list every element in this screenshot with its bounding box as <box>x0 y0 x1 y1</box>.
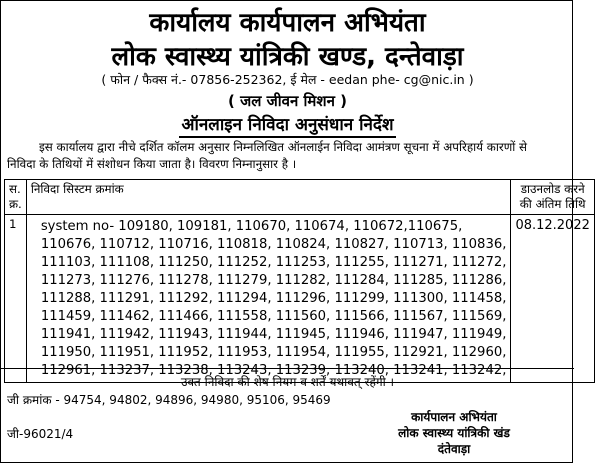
system-line: 112961, 113237, 113238, 113243, 113239, 113240, 113241, 113242, <box>40 363 507 378</box>
system-line: 111459, 111462, 111466, 111558, 111560, 111566, 111567, 111569, <box>40 309 507 324</box>
intro-line-2: निविदा के तिथियों में संशोधन किया जाता है। विवरण निम्नानुसार है । <box>7 157 297 171</box>
table-header-row <box>5 180 595 215</box>
row-sn: 1 <box>5 215 27 383</box>
row-date: 08.12.2022 <box>511 215 594 383</box>
notice-title <box>1 114 574 136</box>
office-title: कार्यालय कार्यपालन अभियंता <box>149 8 426 38</box>
system-line: 111950, 111951, 111952, 111953, 111954, 111955, 112921, 112960, <box>40 345 507 360</box>
footer-section <box>1 368 574 464</box>
system-line: 111288, 111291, 111292, 111294, 111296, 111299, 111300, 111458, <box>40 291 507 306</box>
g-reference: जी-96021/4 <box>7 427 74 441</box>
mission-line: ( जल जीवन मिशन ) <box>228 92 347 110</box>
header-date: डाउनलोड करने की अंतिम तिथि <box>511 180 594 215</box>
header-system: निविदा सिस्टम क्रमांक <box>26 180 511 215</box>
notice-title-text: ऑनलाइन निविदा अनुसंधान निर्देश <box>179 115 395 138</box>
signatory-place: दंतेवाड़ा <box>437 442 471 456</box>
header-sn: स. क्र. <box>5 180 27 215</box>
intro-line-1: इस कार्यालय द्वारा नीचे दर्शित कॉलम अनुसार निम्नलिखित ऑनलाईन निविदा आमंत्रण सूचना में अपरिहार्य कारणों से <box>39 140 528 154</box>
system-line: 110676, 110712, 110716, 110818, 110824, 110827, 110713, 110836, <box>40 237 507 252</box>
signature-block <box>354 409 554 457</box>
division-title: लोक स्वास्थ्य यांत्रिकी खण्ड, दन्तेवाड़ा <box>111 42 464 72</box>
signatory-title: कार्यपालन अभियंता <box>411 410 497 424</box>
system-line: system no- 109180, 109181, 110670, 110674, 110672,110675, <box>40 219 463 234</box>
row-system-numbers <box>26 215 511 383</box>
system-line: 111103, 111108, 111250, 111252, 111253, 111255, 111271, 111272, <box>40 255 507 270</box>
terms-note: उक्त निविदा की शेष नियम व शर्तें यथावत् रहेंगी । <box>180 375 395 389</box>
contact-line: ( फोन / फैक्स नं.- 07856-252362, ई मेल - eedan phe- cg@nic.in ) <box>101 72 474 87</box>
tender-table <box>4 179 595 383</box>
system-line: 111941, 111942, 111943, 111944, 111945, 111946, 111947, 111949, <box>40 327 507 342</box>
g-numbers: जी क्रमांक - 94754, 94802, 94896, 94980, 95106, 95469 <box>7 393 331 407</box>
table-row <box>5 215 595 383</box>
signatory-division: लोक स्वास्थ्य यांत्रिकी खंड <box>398 426 510 440</box>
system-line: 111273, 111276, 111278, 111279, 111282, 111284, 111285, 111286, <box>40 273 507 288</box>
intro-paragraph <box>7 139 568 173</box>
